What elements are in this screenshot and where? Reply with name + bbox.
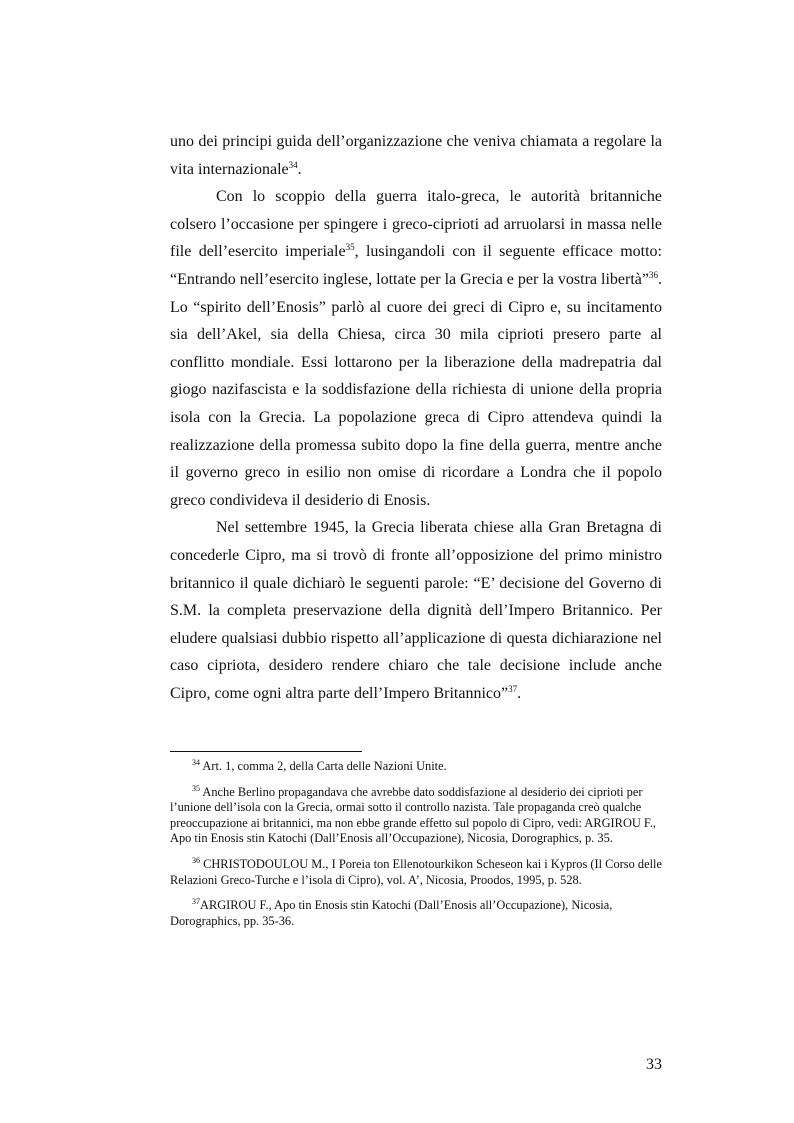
footnote-ref-37[interactable]: 37 (508, 683, 518, 694)
footnote-36 (170, 857, 662, 888)
footnotes (170, 759, 662, 939)
paragraph-text: , lusingandoli con il seguente efficace motto: “Entrando nell’esercito inglese, lottate per la Grecia e per la vostra libertà” (170, 243, 662, 288)
page-number: 33 (646, 1056, 662, 1073)
paragraph-text: . Lo “spirito dell’Enosis” parlò al cuore dei greci di Cipro e, su incitamento sia dell’Akel, sia della Chiesa, circa 30 mila ciprioti presero parte al conflitto mondiale. Essi lottarono per la liberazione della madrepatria dal giogo nazifascista e la soddisfazione della richiesta di unione della propria isola con la Grecia. La popolazione greca di Cipro attendeva quindi la realizzazione della promessa subito dopo la fine della guerra, mentre anche il governo greco in esilio non omise di ricordare a Londra che il popolo greco condivideva il desiderio di Enosis. (170, 270, 662, 509)
footnote-34 (170, 759, 662, 775)
footnote-ref-35[interactable]: 35 (345, 242, 355, 253)
footnote-number: 35 (192, 783, 200, 793)
paragraph-text: uno dei principi guida dell’organizzazione che veniva chiamata a regolare la vita internazionale (170, 133, 662, 178)
footnote-separator (170, 751, 362, 752)
paragraph-3 (170, 514, 662, 707)
footnote-text: Anche Berlino propagandava che avrebbe dato soddisfazione al desiderio dei ciprioti per l’unione dell’isola con la Grecia, ormai sotto il controllo nazista. Tale propaganda creò qualche preoccupazione ai britannici, ma non ebbe grande effetto sul popolo di Cipro, vedi: ARGIROU F., Apo tin Enosis stin Katochi (Dall’Enosis all’Occupazione), Nicosia, Dorographics, p. 35. (170, 784, 657, 846)
footnote-ref-36[interactable]: 36 (649, 269, 658, 280)
paragraph-text: . (517, 684, 522, 702)
paragraph-2 (170, 183, 662, 514)
paragraph-text: Con lo scoppio della guerra italo-greca, le autorità britanniche colsero l’occasione per spingere i greco-ciprioti ad arruolarsi in massa nelle file dell’esercito imperiale (170, 188, 662, 261)
footnote-text: Art. 1, comma 2, della Carta delle Nazioni Unite. (200, 759, 447, 773)
paragraph-1 (170, 128, 662, 183)
footnote-text: ARGIROU F., Apo tin Enosis stin Katochi (Dall’Enosis all’Occupazione), Nicosia, Dorographics, pp. 35-36. (170, 898, 613, 928)
paragraph-text: Nel settembre 1945, la Grecia liberata chiese alla Gran Bretagna di concederle Cipro, ma si trovò di fronte all’opposizione del primo ministro britannico il quale dichiarò le seguenti parole: “E’ decisione del Governo di S.M. la completa preservazione della dignità dell’Impero Britannico. Per eludere qualsiasi dubbio rispetto all’applicazione di questa dichiarazione nel caso cipriota, desidero rendere chiaro che tale decisione include anche Cipro, come ogni altra parte dell’Impero Britannico” (170, 519, 662, 702)
footnote-35 (170, 785, 662, 847)
footnote-number: 34 (192, 758, 200, 767)
footnote-text: CHRISTODOULOU M., I Poreia ton Ellenotourkikon Scheseon kai i Kypros (Il Corso delle Relazioni Greco-Turche e l’isola di Cipro), vol. A’, Nicosia, Proodos, 1995, p. 528. (170, 856, 662, 887)
footnote-number: 36 (192, 855, 200, 865)
footnote-number: 37 (192, 897, 200, 907)
footnote-37 (170, 898, 662, 929)
footnote-ref-34[interactable]: 34 (288, 159, 298, 170)
main-text (170, 128, 662, 707)
paragraph-text: . (297, 160, 302, 178)
